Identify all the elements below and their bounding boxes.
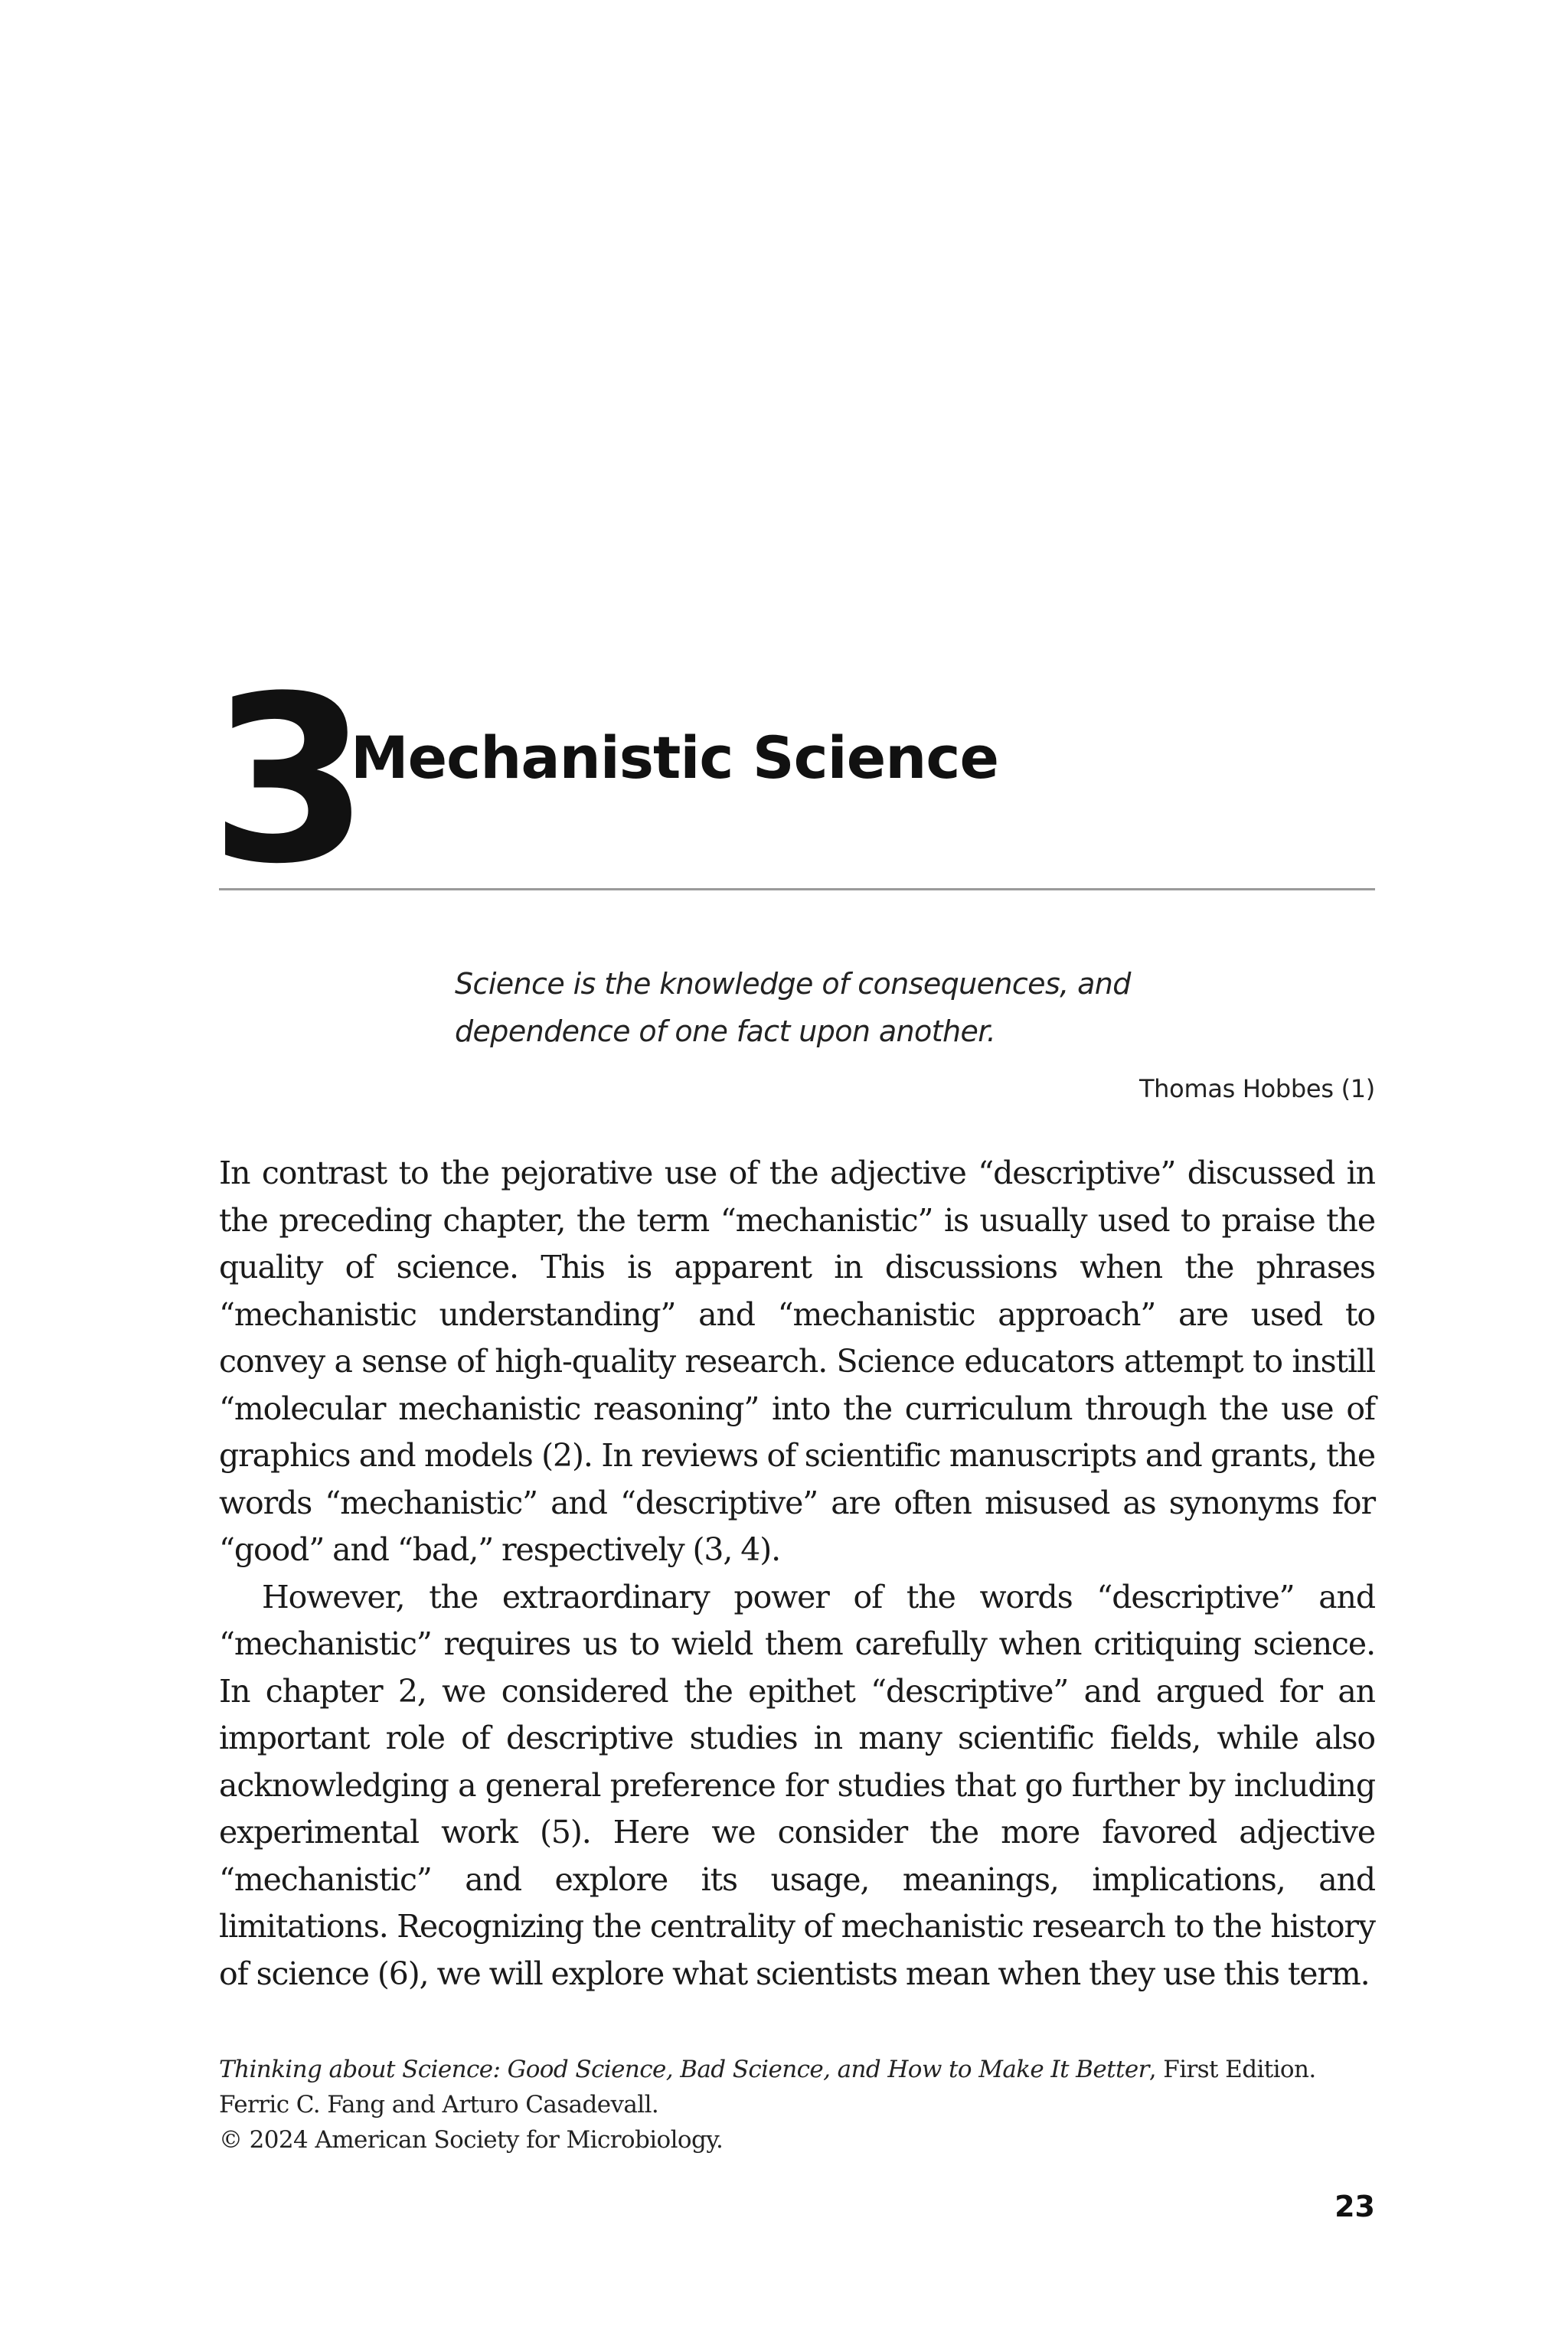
chapter-title: Mechanistic Science <box>351 724 998 792</box>
chapter-number: 3 <box>210 647 364 914</box>
footer-copyright: © 2024 American Society for Microbiology. <box>219 2126 724 2154</box>
chapter-header <box>210 647 1375 914</box>
body-paragraph: However, the extraordinary power of the words “descriptive” and “mechanistic” requires us to wield them carefully when critiquing science. In chapter 2, we considered the epithet “descriptive” and argued for an important role of descriptive studies in many scientific fields, while also acknowledging a general preference for studies that go further by including experimental work (5). Here we consider the more favored adjective “mechanistic” and explore its usage, meanings, implications, and limitations. Recognizing the centrality of mechanistic research to the history of science (6), we will explore what scientists mean when they use this term. <box>219 1578 1375 1992</box>
footer-edition: , First Edition. <box>1148 2056 1316 2083</box>
page-number: 23 <box>1334 2190 1375 2223</box>
header-divider <box>219 888 1375 890</box>
epigraph-quote: Science is the knowledge of consequences, and dependence of one fact upon another. <box>455 967 1131 1048</box>
body-paragraph: In contrast to the pejorative use of the adjective “descriptive” discussed in the preceding chapter, the term “mechanistic” is usually used to praise the quality of science. This is apparent in discussions when the phrases “mechanistic understanding” and “mechanistic approach” are used to convey a sense of high-quality research. Science educators attempt to instill “molecular mechanistic reasoning” into the curriculum through the use of graphics and models (2). In reviews of scientific manuscripts and grants, the words “mechanistic” and “descriptive” are often misused as synonyms for “good” and “bad,” respectively (3, 4). <box>219 1155 1375 1568</box>
footer-book-title: Thinking about Science: Good Science, Bad Science, and How to Make It Better <box>219 2056 1149 2083</box>
epigraph <box>455 960 1375 1104</box>
page-footer-credits <box>219 2052 1375 2158</box>
footer-book-line <box>219 2052 1375 2087</box>
footer-authors: Ferric C. Fang and Arturo Casadevall. <box>219 2091 659 2118</box>
chapter-body <box>219 1150 1375 1998</box>
epigraph-attribution: Thomas Hobbes (1) <box>1138 1074 1375 1103</box>
